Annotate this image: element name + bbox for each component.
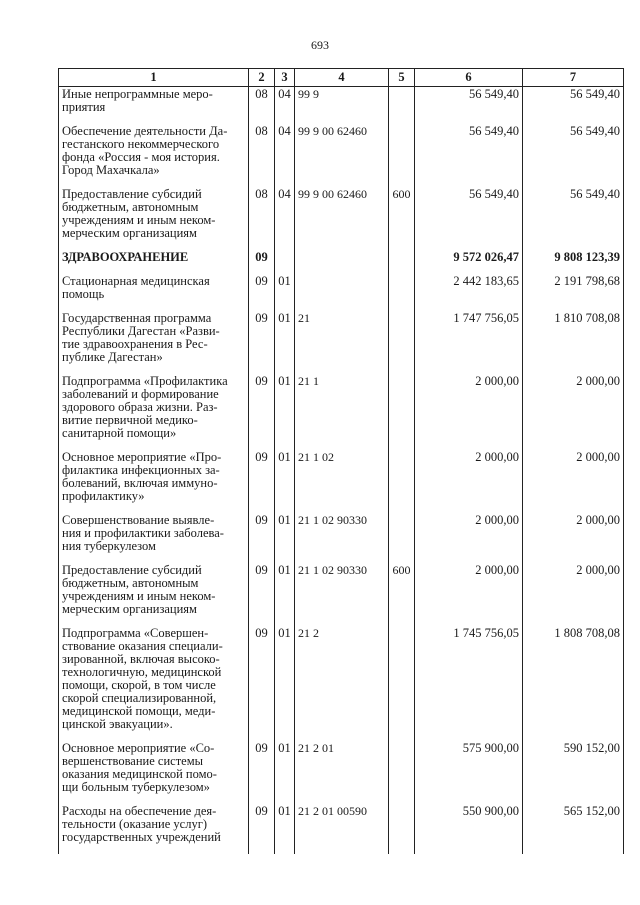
- table-row: [59, 450, 624, 513]
- cell-subsection: 01: [275, 450, 295, 513]
- cell-section: 08: [249, 124, 275, 187]
- table-row: [59, 187, 624, 250]
- cell-expense-type: [389, 513, 415, 563]
- header-col-7: 7: [523, 69, 624, 87]
- cell-amount-year1: 56 549,40: [415, 187, 523, 250]
- cell-section: 08: [249, 187, 275, 250]
- cell-amount-year1: 1 747 756,05: [415, 311, 523, 374]
- cell-target-code: 21: [295, 311, 389, 374]
- cell-amount-year1: 2 000,00: [415, 513, 523, 563]
- cell-expense-type: [389, 311, 415, 374]
- cell-expense-type: [389, 804, 415, 854]
- cell-amount-year2: 2 000,00: [523, 374, 624, 450]
- cell-subsection: 01: [275, 741, 295, 804]
- cell-section: 09: [249, 450, 275, 513]
- cell-target-code: 21 1 02 90330: [295, 563, 389, 626]
- cell-name: Подпрограмма «Совершен- ствование оказания специали- зированной, включая высоко- технологичную, медицинской помощи, скорой, в том числе скорой специализированной, медицинской помощи, меди- цинской эвакуации».: [59, 626, 249, 741]
- cell-name: Основное мероприятие «Про- филактика инфекционных за- болеваний, включая иммуно- профилактику»: [59, 450, 249, 513]
- cell-section: 09: [249, 513, 275, 563]
- cell-amount-year1: 2 000,00: [415, 563, 523, 626]
- cell-amount-year2: 56 549,40: [523, 87, 624, 125]
- cell-amount-year1: 550 900,00: [415, 804, 523, 854]
- cell-amount-year2: 56 549,40: [523, 124, 624, 187]
- cell-name: Основное мероприятие «Со- вершенствование системы оказания медицинской помо- щи больным туберкулезом»: [59, 741, 249, 804]
- cell-target-code: 99 9 00 62460: [295, 124, 389, 187]
- cell-amount-year2: 590 152,00: [523, 741, 624, 804]
- cell-section: 09: [249, 741, 275, 804]
- header-col-5: 5: [389, 69, 415, 87]
- cell-expense-type: [389, 741, 415, 804]
- cell-target-code: 21 1 02: [295, 450, 389, 513]
- cell-amount-year2: 565 152,00: [523, 804, 624, 854]
- cell-expense-type: [389, 124, 415, 187]
- cell-expense-type: [389, 87, 415, 125]
- cell-subsection: 01: [275, 804, 295, 854]
- cell-amount-year2: 2 000,00: [523, 513, 624, 563]
- cell-target-code: 99 9: [295, 87, 389, 125]
- page-number: 693: [311, 38, 329, 52]
- cell-section: 08: [249, 87, 275, 125]
- cell-section: 09: [249, 274, 275, 311]
- table-row: [59, 274, 624, 311]
- cell-expense-type: [389, 450, 415, 513]
- header-col-1: 1: [59, 69, 249, 87]
- cell-subsection: 01: [275, 563, 295, 626]
- cell-amount-year1: 2 000,00: [415, 450, 523, 513]
- cell-subsection: 01: [275, 513, 295, 563]
- cell-amount-year1: 56 549,40: [415, 124, 523, 187]
- cell-name: Стационарная медицинская помощь: [59, 274, 249, 311]
- cell-subsection: 01: [275, 374, 295, 450]
- cell-amount-year1: 2 442 183,65: [415, 274, 523, 311]
- header-col-4: 4: [295, 69, 389, 87]
- cell-section: 09: [249, 250, 275, 274]
- cell-amount-year1: 56 549,40: [415, 87, 523, 125]
- cell-subsection: [275, 250, 295, 274]
- table-row: [59, 804, 624, 854]
- table-body: [59, 87, 624, 855]
- cell-amount-year2: 1 808 708,08: [523, 626, 624, 741]
- cell-amount-year2: 9 808 123,39: [523, 250, 624, 274]
- cell-expense-type: 600: [389, 563, 415, 626]
- cell-target-code: [295, 250, 389, 274]
- table-row: [59, 626, 624, 741]
- cell-amount-year2: 1 810 708,08: [523, 311, 624, 374]
- cell-expense-type: [389, 250, 415, 274]
- cell-subsection: 01: [275, 626, 295, 741]
- header-row: [59, 69, 624, 87]
- table-row: [59, 374, 624, 450]
- cell-name: Государственная программа Республики Дагестан «Разви- тие здравоохранения в Рес- публике Дагестан»: [59, 311, 249, 374]
- cell-amount-year2: 2 191 798,68: [523, 274, 624, 311]
- cell-target-code: 21 1 02 90330: [295, 513, 389, 563]
- cell-amount-year2: 2 000,00: [523, 450, 624, 513]
- cell-amount-year1: 9 572 026,47: [415, 250, 523, 274]
- header-col-3: 3: [275, 69, 295, 87]
- header-col-2: 2: [249, 69, 275, 87]
- cell-expense-type: 600: [389, 187, 415, 250]
- cell-expense-type: [389, 374, 415, 450]
- table-row: [59, 741, 624, 804]
- table-row: [59, 124, 624, 187]
- cell-name: Предоставление субсидий бюджетным, автономным учреждениям и иным неком- мерческим организациям: [59, 187, 249, 250]
- cell-section: 09: [249, 804, 275, 854]
- budget-table: [58, 68, 624, 854]
- cell-section: 09: [249, 311, 275, 374]
- cell-subsection: 04: [275, 87, 295, 125]
- cell-amount-year2: 2 000,00: [523, 563, 624, 626]
- cell-expense-type: [389, 626, 415, 741]
- cell-name: ЗДРАВООХРАНЕНИЕ: [59, 250, 249, 274]
- cell-target-code: 99 9 00 62460: [295, 187, 389, 250]
- cell-section: 09: [249, 374, 275, 450]
- cell-target-code: 21 1: [295, 374, 389, 450]
- cell-name: Расходы на обеспечение дея- тельности (оказание услуг) государственных учреждений: [59, 804, 249, 854]
- cell-name: Обеспечение деятельности Да- гестанского некоммерческого фонда «Россия - моя история. Город Махачкала»: [59, 124, 249, 187]
- cell-name: Подпрограмма «Профилактика заболеваний и формирование здорового образа жизни. Раз- витие первичной медико- санитарной помощи»: [59, 374, 249, 450]
- cell-subsection: 04: [275, 124, 295, 187]
- table-row: [59, 563, 624, 626]
- cell-name: Предоставление субсидий бюджетным, автономным учреждениям и иным неком- мерческим организациям: [59, 563, 249, 626]
- cell-section: 09: [249, 626, 275, 741]
- cell-name: Иные непрограммные меро- приятия: [59, 87, 249, 125]
- cell-expense-type: [389, 274, 415, 311]
- table-row: [59, 513, 624, 563]
- cell-subsection: 04: [275, 187, 295, 250]
- cell-subsection: 01: [275, 274, 295, 311]
- cell-section: 09: [249, 563, 275, 626]
- cell-target-code: [295, 274, 389, 311]
- cell-target-code: 21 2 01: [295, 741, 389, 804]
- table-row: [59, 311, 624, 374]
- header-col-6: 6: [415, 69, 523, 87]
- cell-target-code: 21 2: [295, 626, 389, 741]
- table-row: [59, 87, 624, 125]
- cell-amount-year1: 2 000,00: [415, 374, 523, 450]
- cell-subsection: 01: [275, 311, 295, 374]
- cell-amount-year1: 575 900,00: [415, 741, 523, 804]
- cell-target-code: 21 2 01 00590: [295, 804, 389, 854]
- cell-name: Совершенствование выявле- ния и профилактики заболева- ния туберкулезом: [59, 513, 249, 563]
- table-row: [59, 250, 624, 274]
- cell-amount-year1: 1 745 756,05: [415, 626, 523, 741]
- cell-amount-year2: 56 549,40: [523, 187, 624, 250]
